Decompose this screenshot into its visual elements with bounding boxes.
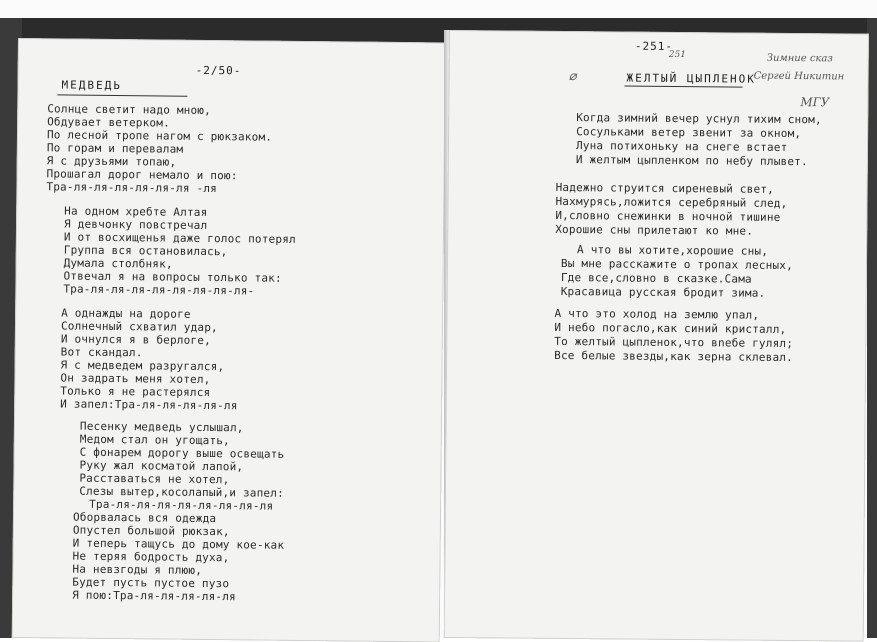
handwritten-note-line3: МГУ — [800, 95, 830, 110]
verse-line: А что это холод на землю упал, — [554, 306, 760, 322]
scanner-shadow-right — [867, 18, 877, 638]
verse-line: Прошагал дорог немало и пою: — [46, 167, 238, 183]
left-page-number: -2/50- — [195, 63, 242, 78]
verse-line: И теперь тащусь до дому кое-как — [72, 536, 285, 552]
verse-line: И,словно снежинки в ночной тишине — [555, 208, 781, 224]
handwritten-note-line1: Зимние сказ — [766, 52, 833, 65]
verse-line: На невзгоды я плюю, — [72, 562, 203, 577]
verse-line: И небо погасло,как синий кристалл, — [554, 320, 787, 336]
verse-line: Хорошие сны прилетают ко мне. — [555, 222, 754, 238]
verse-line: Когда зимний вечер уснул тихим сном, — [576, 111, 822, 127]
verse-line: Сосульками ветер звенит за окном, — [576, 125, 802, 141]
verse-line: Песенку медведь услышал, — [79, 419, 244, 435]
verse-line: С фонарем дорогу выше освещать — [79, 445, 285, 461]
verse-line: Где все,словно в сказке.Сама — [560, 270, 752, 286]
verse-line: Я с медведем разругался, — [60, 358, 225, 374]
verse-line: Тра-ля-ля-ля-ля-ля-ля-ля-ля- — [63, 282, 255, 298]
verse-line: Думала столбняк, — [63, 256, 173, 271]
handwritten-mark: ⌀ — [568, 69, 577, 85]
verse-line: Он задрать меня хотел, — [60, 371, 211, 387]
right-title-underline — [625, 86, 743, 88]
verse-line: И запел:Тра-ля-ля-ля-ля-ля — [60, 397, 238, 413]
verse-line: Оборвалась вся одежда — [72, 510, 217, 526]
verse-line: Вы мне расскажите о тропах лесных, — [560, 256, 793, 273]
verse-line: А что вы хотите,хорошие сны, — [577, 243, 769, 258]
verse-line: А однажды на дороге — [61, 306, 191, 321]
verse-line: Тра-ля-ля-ля-ля-ля-ля-ля-ля — [89, 497, 274, 513]
verse-line: То желтый цыпленок,что вnебе гулял; — [554, 334, 794, 351]
verse-line: Обдувает ветерком. — [47, 115, 170, 130]
verse-line: Расставаться не хотел, — [79, 471, 230, 487]
right-page-title: ЖЕЛТЫЙ ЦЫПЛЕНОК — [626, 71, 756, 86]
verse-line: Надежно струится сиреневый свет, — [555, 180, 775, 196]
verse-line: Группа вся остановилась, — [63, 243, 228, 259]
verse-line: Все белые звезды,как зерна склевал. — [554, 348, 794, 365]
left-title-underline — [57, 94, 187, 96]
verse-line: Красавица русская бродит зима. — [560, 284, 766, 300]
verse-line: На одном хребте Алтая — [64, 204, 208, 219]
verse-line: Руку жал косматой лапой, — [79, 458, 244, 474]
verse-line: Солнце светит надо мною, — [47, 102, 212, 118]
handwritten-note-line2: Сергей Никитин — [753, 70, 845, 83]
handwritten-page-number: 251 — [668, 49, 687, 61]
verse-line: И очнулся я в берлоге, — [60, 332, 212, 348]
verse-line: Будет пусть пустое пузо — [72, 575, 230, 591]
verse-line: По горам и перевалам — [46, 141, 184, 156]
verse-line: Нахмурясь,ложится серебряный след, — [555, 194, 788, 210]
verse-line: Я с друзьями топаю, — [46, 154, 177, 169]
verse-line: Вот скандал. — [60, 345, 143, 360]
left-page — [12, 38, 446, 642]
verse-line: Не теряя бодрость духа, — [72, 549, 230, 565]
verse-line: Тра-ля-ля-ля-ля-ля-ля -ля — [46, 180, 218, 196]
left-page-title: МЕДВЕДЬ — [61, 78, 122, 93]
verse-line: По лесной тропе нагом с рюкзаком. — [46, 128, 273, 144]
verse-line: Медом стал он угощать, — [79, 432, 230, 448]
verse-line: Я девчонку повстречал — [63, 217, 208, 232]
verse-line: Я пою:Тра-ля-ля-ля-ля-ля — [72, 588, 236, 604]
verse-line: Опустел большой рюкзак, — [72, 523, 230, 539]
verse-line: Только я не растерялся — [60, 384, 211, 400]
right-page-number: -251- — [634, 39, 674, 53]
verse-line: Луна потихоньку на снеге встает — [575, 139, 788, 154]
verse-line: Слезы вытер,косолапый,и запел: — [79, 484, 285, 500]
verse-line: Отвечал я на вопросы только так: — [63, 269, 282, 285]
verse-line: И от восхищенья даже голос потерял — [63, 230, 296, 246]
verse-line: Солнечный схватил удар, — [60, 319, 218, 335]
verse-line: И желтым цыпленком по небу плывет. — [575, 153, 808, 169]
right-page — [444, 30, 869, 642]
